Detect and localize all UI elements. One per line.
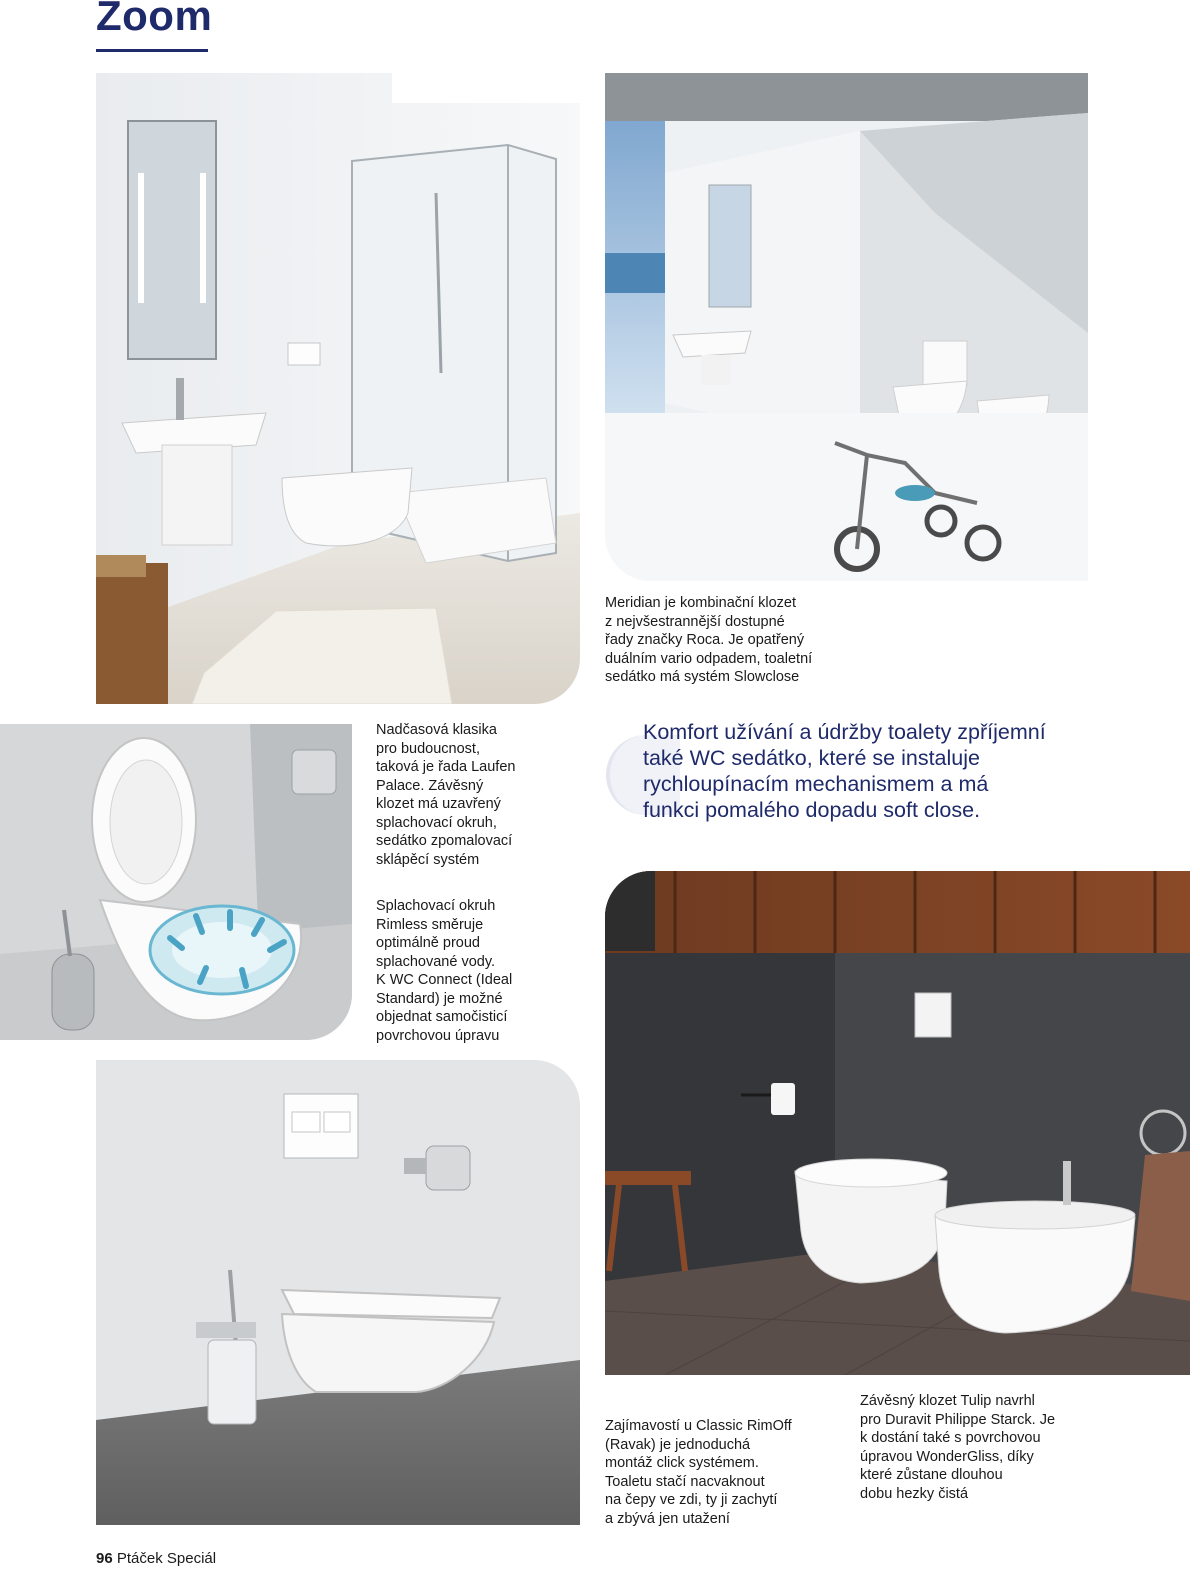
caption-duravit: Závěsný klozet Tulip navrhl pro Duravit Philippe Starck. Je k dostání také s povrchovou úpravou WonderGliss, díky které zůstane dlouhou dobu hezky čistá (860, 1393, 1056, 1502)
photo-ideal-standard-connect (0, 724, 352, 1040)
page-title: Zoom (96, 0, 213, 39)
photo-duravit-tulip (605, 871, 1190, 1375)
caption-laufen: Nadčasová klasika pro budoucnost, taková je řada Laufen Palace. Závěsný klozet má uzavřený splachovací okruh, sedátko zpomalovací sklápěcí systém (376, 722, 516, 868)
photo-roca-meridian (605, 73, 1088, 581)
photo-bathroom-shower (96, 73, 580, 704)
pull-quote: Komfort užívání a údržby toalety zpříjemní také WC sedátko, které se instaluje rychloupínacím mechanismem a má funkci pomalého dopadu soft close. (643, 720, 1046, 822)
caption-ideal-standard: Splachovací okruh Rimless směruje optimálně proud splachované vody. K WC Connect (Ideal Standard) je možné objednat samočisticí povrchovou úpravu (376, 898, 513, 1044)
page-number: 96 (96, 1550, 113, 1567)
title-underline (96, 49, 208, 52)
caption-ravak: Zajímavostí u Classic RimOff (Ravak) je jednoduchá montáž click systémem. Toaletu stačí nacvaknout na čepy ve zdi, ty ji zachytí a zbývá jen utažení (605, 1418, 792, 1527)
publication-title: Ptáček Speciál (116, 1550, 217, 1567)
page-footer (96, 1550, 216, 1567)
photo-ravak-classic-rimoff (96, 1060, 580, 1525)
caption-roca: Meridian je kombinační klozet z nejvšestrannější dostupné řady značky Roca. Je opatřený duálním vario odpadem, toaletní sedátko má systém Slowclose (605, 595, 813, 685)
